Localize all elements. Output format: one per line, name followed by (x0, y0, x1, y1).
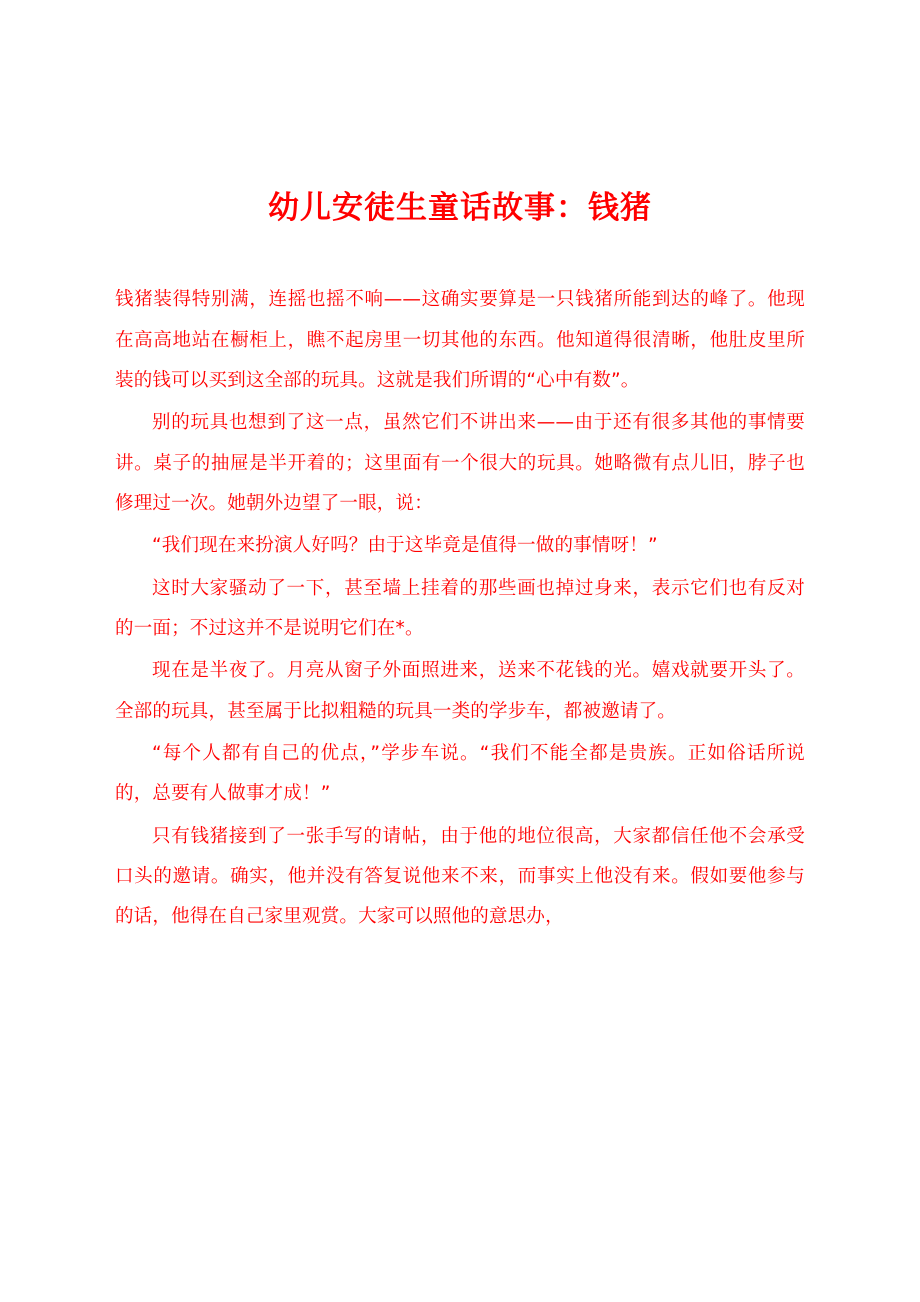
paragraph-5: 现在是半夜了。月亮从窗子外面照进来，送来不花钱的光。嬉戏就要开头了。全部的玩具，甚至属于比拟粗糙的玩具一类的学步车，都被邀请了。 (115, 660, 805, 722)
paragraph-3: “我们现在来扮演人好吗？由于这毕竟是值得一做的事情呀！” (152, 535, 658, 557)
page-title: 幼儿安徒生童话故事：钱猪 (268, 190, 652, 226)
paragraph-4: 这时大家骚动了一下，甚至墙上挂着的那些画也掉过身来，表示它们也有反对的一面；不过这并不是说明它们在*。 (115, 577, 805, 639)
paragraph-2: 别的玩具也想到了这一点，虽然它们不讲出来——由于还有很多其他的事情要讲。桌子的抽屉是半开着的；这里面有一个很大的玩具。她略微有点儿旧，脖子也修理过一次。她朝外边望了一眼，说： (115, 412, 805, 514)
paragraph-6: “每个人都有自己的优点，”学步车说。“我们不能全都是贵族。正如俗话所说的，总要有人做事才成！” (115, 742, 805, 805)
paragraph-7: 只有钱猪接到了一张手写的请帖，由于他的地位很高，大家都信任他不会承受口头的邀请。确实，他并没有答复说他来不来，而事实上他没有来。假如要他参与的话，他得在自己家里观赏。大家可以照他的意思办， (115, 825, 805, 928)
document-body (115, 280, 805, 937)
paragraph-1: 钱猪装得特别满，连摇也摇不响——这确实要算是一只钱猪所能到达的峰了。他现在高高地站在橱柜上，瞧不起房里一切其他的东西。他知道得很清晰，他肚皮里所装的钱可以买到这全部的玩具。这就是我们所谓的“心中有数”。 (115, 289, 805, 391)
